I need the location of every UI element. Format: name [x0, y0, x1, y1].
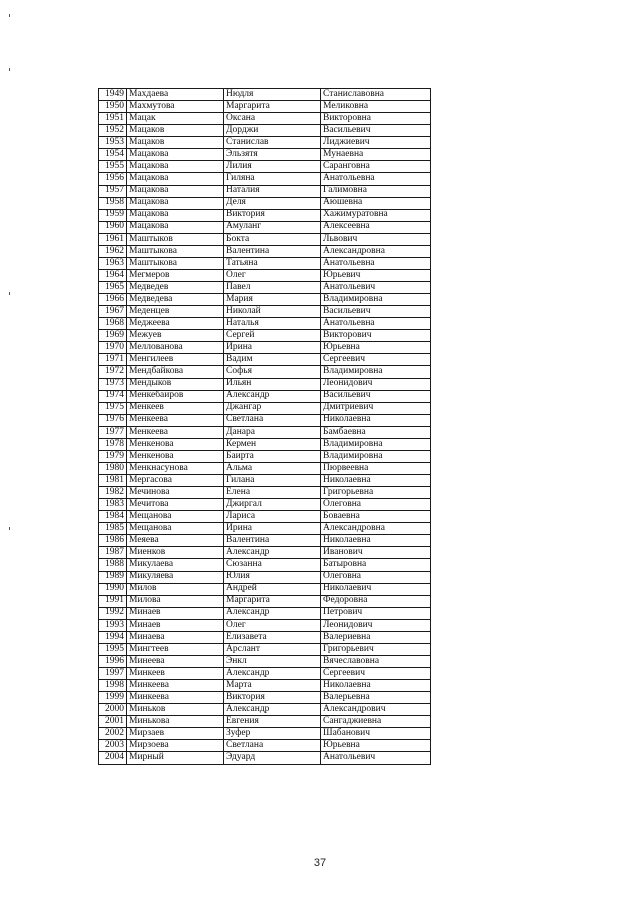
cell-first-name: Эдуард [224, 752, 321, 764]
cell-first-name: Данара [224, 426, 321, 438]
cell-patronymic: Леонидович [321, 619, 431, 631]
cell-patronymic: Львович [321, 233, 431, 245]
cell-first-name: Нюдля [224, 89, 321, 101]
cell-number: 1999 [99, 692, 127, 704]
cell-number: 1994 [99, 631, 127, 643]
table-row [99, 306, 431, 318]
cell-patronymic: Меликовна [321, 101, 431, 113]
cell-first-name: Ильян [224, 378, 321, 390]
table-row [99, 655, 431, 667]
cell-last-name: Минькова [127, 716, 224, 728]
cell-first-name: Дорджи [224, 125, 321, 137]
cell-last-name: Миньков [127, 704, 224, 716]
cell-first-name: Олег [224, 619, 321, 631]
cell-first-name: Гилана [224, 475, 321, 487]
cell-last-name: Меллованова [127, 342, 224, 354]
cell-first-name: Наталия [224, 185, 321, 197]
cell-patronymic: Батыровна [321, 559, 431, 571]
table-row [99, 185, 431, 197]
cell-patronymic: Анатольевна [321, 257, 431, 269]
cell-last-name: Маштыкова [127, 245, 224, 257]
cell-patronymic: Николаевна [321, 680, 431, 692]
cell-first-name: Марта [224, 680, 321, 692]
cell-first-name: Зуфер [224, 728, 321, 740]
cell-patronymic: Петрович [321, 607, 431, 619]
cell-last-name: Мацакова [127, 149, 224, 161]
cell-patronymic: Владимировна [321, 366, 431, 378]
cell-last-name: Мегмеров [127, 269, 224, 281]
cell-last-name: Микуляева [127, 571, 224, 583]
cell-first-name: Ирина [224, 523, 321, 535]
cell-number: 1978 [99, 438, 127, 450]
cell-last-name: Менкебаиров [127, 390, 224, 402]
cell-first-name: Наталья [224, 318, 321, 330]
cell-patronymic: Юрьевна [321, 342, 431, 354]
cell-patronymic: Юрьевич [321, 269, 431, 281]
cell-last-name: Мацакова [127, 185, 224, 197]
cell-first-name: Александр [224, 547, 321, 559]
cell-number: 1985 [99, 523, 127, 535]
table-row [99, 583, 431, 595]
cell-first-name: Эльзятя [224, 149, 321, 161]
cell-patronymic: Мунаевна [321, 149, 431, 161]
cell-last-name: Махмутова [127, 101, 224, 113]
cell-first-name: Павел [224, 282, 321, 294]
cell-first-name: Маргарита [224, 595, 321, 607]
cell-last-name: Мендбайкова [127, 366, 224, 378]
table-row [99, 571, 431, 583]
cell-patronymic: Александровна [321, 523, 431, 535]
cell-last-name: Менкенова [127, 450, 224, 462]
table-row [99, 209, 431, 221]
cell-last-name: Медведева [127, 294, 224, 306]
cell-patronymic: Станиславовна [321, 89, 431, 101]
cell-patronymic: Анатольевна [321, 318, 431, 330]
cell-patronymic: Боваевна [321, 511, 431, 523]
table-row [99, 499, 431, 511]
cell-last-name: Мещанова [127, 523, 224, 535]
cell-patronymic: Аюшевна [321, 197, 431, 209]
cell-first-name: Арслант [224, 643, 321, 655]
cell-number: 1949 [99, 89, 127, 101]
cell-number: 1982 [99, 487, 127, 499]
cell-number: 1987 [99, 547, 127, 559]
cell-last-name: Меяева [127, 535, 224, 547]
cell-number: 1958 [99, 197, 127, 209]
cell-number: 1992 [99, 607, 127, 619]
cell-first-name: Гиляна [224, 173, 321, 185]
cell-last-name: Менгилеев [127, 354, 224, 366]
table-row [99, 680, 431, 692]
cell-number: 1970 [99, 342, 127, 354]
scan-mark [9, 68, 10, 71]
cell-first-name: Валентина [224, 245, 321, 257]
cell-number: 1962 [99, 245, 127, 257]
cell-patronymic: Викторович [321, 330, 431, 342]
cell-patronymic: Владимировна [321, 438, 431, 450]
cell-first-name: Александр [224, 607, 321, 619]
cell-number: 1957 [99, 185, 127, 197]
cell-first-name: Светлана [224, 740, 321, 752]
cell-first-name: Баирта [224, 450, 321, 462]
cell-first-name: Лариса [224, 511, 321, 523]
cell-number: 1951 [99, 113, 127, 125]
cell-number: 1979 [99, 450, 127, 462]
table-row [99, 197, 431, 209]
table-row [99, 426, 431, 438]
cell-last-name: Минаев [127, 607, 224, 619]
table-row [99, 728, 431, 740]
table-row [99, 149, 431, 161]
table-row [99, 559, 431, 571]
cell-last-name: Мирзоева [127, 740, 224, 752]
table-row [99, 282, 431, 294]
table-row [99, 523, 431, 535]
cell-number: 2002 [99, 728, 127, 740]
table-row [99, 390, 431, 402]
cell-last-name: Мирный [127, 752, 224, 764]
cell-last-name: Межуев [127, 330, 224, 342]
cell-number: 1997 [99, 668, 127, 680]
cell-first-name: Евгения [224, 716, 321, 728]
cell-number: 2000 [99, 704, 127, 716]
cell-number: 1998 [99, 680, 127, 692]
cell-first-name: Александр [224, 704, 321, 716]
cell-patronymic: Николаевна [321, 414, 431, 426]
cell-patronymic: Валериевна [321, 631, 431, 643]
cell-number: 1965 [99, 282, 127, 294]
cell-patronymic: Сергеевич [321, 354, 431, 366]
cell-number: 1989 [99, 571, 127, 583]
cell-patronymic: Хажимуратовна [321, 209, 431, 221]
table-row [99, 137, 431, 149]
table-row [99, 607, 431, 619]
cell-first-name: Амуланг [224, 221, 321, 233]
table-row [99, 173, 431, 185]
cell-patronymic: Шабанович [321, 728, 431, 740]
cell-last-name: Мещанова [127, 511, 224, 523]
cell-first-name: Олег [224, 269, 321, 281]
cell-last-name: Мацаков [127, 137, 224, 149]
cell-patronymic: Сергеевич [321, 668, 431, 680]
cell-patronymic: Вячеславовна [321, 655, 431, 667]
cell-last-name: Меджеева [127, 318, 224, 330]
table-row [99, 414, 431, 426]
cell-patronymic: Николаевич [321, 583, 431, 595]
cell-patronymic: Васильевич [321, 306, 431, 318]
cell-last-name: Менкенова [127, 438, 224, 450]
table-row [99, 619, 431, 631]
cell-number: 1993 [99, 619, 127, 631]
table-row [99, 342, 431, 354]
cell-patronymic: Николаевна [321, 535, 431, 547]
cell-patronymic: Анатольевна [321, 173, 431, 185]
cell-patronymic: Олеговна [321, 571, 431, 583]
table-row [99, 740, 431, 752]
table-row [99, 113, 431, 125]
cell-last-name: Менкеева [127, 414, 224, 426]
table-row [99, 269, 431, 281]
cell-number: 1988 [99, 559, 127, 571]
cell-patronymic: Анатольевич [321, 752, 431, 764]
cell-number: 1966 [99, 294, 127, 306]
cell-patronymic: Юрьевна [321, 740, 431, 752]
cell-first-name: Татьяна [224, 257, 321, 269]
cell-number: 1996 [99, 655, 127, 667]
cell-last-name: Мергасова [127, 475, 224, 487]
cell-first-name: Елизавета [224, 631, 321, 643]
cell-patronymic: Дмитриевич [321, 402, 431, 414]
cell-number: 1991 [99, 595, 127, 607]
cell-last-name: Мирзаев [127, 728, 224, 740]
cell-first-name: Вадим [224, 354, 321, 366]
cell-last-name: Мацаков [127, 125, 224, 137]
cell-first-name: Джиргал [224, 499, 321, 511]
cell-last-name: Минаева [127, 631, 224, 643]
cell-number: 1969 [99, 330, 127, 342]
cell-last-name: Махдаева [127, 89, 224, 101]
cell-first-name: Виктория [224, 209, 321, 221]
cell-patronymic: Леонидович [321, 378, 431, 390]
cell-last-name: Маштыкова [127, 257, 224, 269]
cell-last-name: Мацакова [127, 209, 224, 221]
table-row [99, 511, 431, 523]
cell-number: 1953 [99, 137, 127, 149]
table-row [99, 89, 431, 101]
cell-last-name: Микулаева [127, 559, 224, 571]
cell-last-name: Мацакова [127, 221, 224, 233]
table-row [99, 692, 431, 704]
table-row [99, 402, 431, 414]
table-row [99, 535, 431, 547]
cell-number: 1956 [99, 173, 127, 185]
cell-patronymic: Алексеевна [321, 221, 431, 233]
cell-first-name: Виктория [224, 692, 321, 704]
table-row [99, 643, 431, 655]
cell-patronymic: Викторовна [321, 113, 431, 125]
table-row [99, 450, 431, 462]
cell-patronymic: Владимировна [321, 450, 431, 462]
cell-patronymic: Александровна [321, 245, 431, 257]
cell-number: 1976 [99, 414, 127, 426]
cell-last-name: Милова [127, 595, 224, 607]
cell-patronymic: Валерьевна [321, 692, 431, 704]
cell-patronymic: Лиджиевич [321, 137, 431, 149]
table-row [99, 125, 431, 137]
cell-patronymic: Васильевич [321, 390, 431, 402]
cell-first-name: Оксана [224, 113, 321, 125]
cell-patronymic: Григорьевич [321, 643, 431, 655]
table-row [99, 354, 431, 366]
cell-patronymic: Григорьевна [321, 487, 431, 499]
cell-first-name: Кермен [224, 438, 321, 450]
table-row [99, 704, 431, 716]
cell-number: 1973 [99, 378, 127, 390]
cell-first-name: Светлана [224, 414, 321, 426]
cell-number: 1959 [99, 209, 127, 221]
cell-patronymic: Пюрвеевна [321, 462, 431, 474]
cell-first-name: Сергей [224, 330, 321, 342]
table-row [99, 668, 431, 680]
cell-first-name: Лилия [224, 161, 321, 173]
table-row [99, 245, 431, 257]
cell-last-name: Медведев [127, 282, 224, 294]
cell-last-name: Менкеев [127, 402, 224, 414]
cell-number: 1967 [99, 306, 127, 318]
cell-number: 1960 [99, 221, 127, 233]
cell-first-name: Елена [224, 487, 321, 499]
cell-patronymic: Галимовна [321, 185, 431, 197]
cell-first-name: Бокта [224, 233, 321, 245]
cell-patronymic: Анатольевич [321, 282, 431, 294]
table-row [99, 330, 431, 342]
cell-last-name: Меденцев [127, 306, 224, 318]
cell-last-name: Минеева [127, 655, 224, 667]
cell-number: 1984 [99, 511, 127, 523]
cell-first-name: Альма [224, 462, 321, 474]
table-row [99, 378, 431, 390]
table-row [99, 318, 431, 330]
cell-last-name: Миенков [127, 547, 224, 559]
table-row [99, 595, 431, 607]
cell-number: 1983 [99, 499, 127, 511]
cell-number: 1952 [99, 125, 127, 137]
cell-first-name: Ирина [224, 342, 321, 354]
table-row [99, 101, 431, 113]
roster-table [98, 88, 431, 765]
table-row [99, 752, 431, 764]
cell-last-name: Мацакова [127, 161, 224, 173]
cell-last-name: Менкнасунова [127, 462, 224, 474]
cell-number: 2001 [99, 716, 127, 728]
cell-last-name: Мацак [127, 113, 224, 125]
cell-patronymic: Сангаджиевна [321, 716, 431, 728]
cell-last-name: Мендыков [127, 378, 224, 390]
table-row [99, 462, 431, 474]
table-row [99, 547, 431, 559]
cell-number: 1964 [99, 269, 127, 281]
cell-last-name: Минкеева [127, 692, 224, 704]
cell-number: 1986 [99, 535, 127, 547]
table-row [99, 475, 431, 487]
cell-number: 1995 [99, 643, 127, 655]
cell-number: 1971 [99, 354, 127, 366]
cell-patronymic: Николаевна [321, 475, 431, 487]
cell-first-name: Николай [224, 306, 321, 318]
cell-first-name: Энкл [224, 655, 321, 667]
cell-number: 2003 [99, 740, 127, 752]
cell-first-name: Юлия [224, 571, 321, 583]
table-row [99, 257, 431, 269]
table-row [99, 631, 431, 643]
cell-patronymic: Олеговна [321, 499, 431, 511]
cell-first-name: Деля [224, 197, 321, 209]
table-row [99, 161, 431, 173]
scan-mark [9, 292, 10, 295]
cell-patronymic: Александрович [321, 704, 431, 716]
cell-first-name: Софья [224, 366, 321, 378]
cell-patronymic: Васильевич [321, 125, 431, 137]
cell-first-name: Сюзанна [224, 559, 321, 571]
cell-last-name: Мечинова [127, 487, 224, 499]
table-row [99, 438, 431, 450]
cell-number: 1977 [99, 426, 127, 438]
cell-patronymic: Саранговна [321, 161, 431, 173]
cell-first-name: Андрей [224, 583, 321, 595]
cell-first-name: Маргарита [224, 101, 321, 113]
cell-last-name: Маштыков [127, 233, 224, 245]
cell-number: 1981 [99, 475, 127, 487]
table-row [99, 221, 431, 233]
cell-last-name: Минкеева [127, 680, 224, 692]
page-number: 37 [313, 857, 327, 869]
cell-number: 1954 [99, 149, 127, 161]
cell-last-name: Мингтеев [127, 643, 224, 655]
cell-number: 1975 [99, 402, 127, 414]
table-row [99, 366, 431, 378]
cell-last-name: Мацакова [127, 197, 224, 209]
cell-last-name: Менкеева [127, 426, 224, 438]
cell-patronymic: Владимировна [321, 294, 431, 306]
cell-number: 1972 [99, 366, 127, 378]
cell-number: 1974 [99, 390, 127, 402]
table-row [99, 716, 431, 728]
cell-patronymic: Федоровна [321, 595, 431, 607]
cell-patronymic: Бамбаевна [321, 426, 431, 438]
cell-number: 2004 [99, 752, 127, 764]
cell-first-name: Джангар [224, 402, 321, 414]
cell-first-name: Александр [224, 668, 321, 680]
cell-number: 1968 [99, 318, 127, 330]
cell-first-name: Александр [224, 390, 321, 402]
scan-mark [9, 14, 10, 17]
scan-mark [9, 527, 10, 530]
table-row [99, 487, 431, 499]
cell-number: 1990 [99, 583, 127, 595]
cell-last-name: Минкеев [127, 668, 224, 680]
cell-patronymic: Иванович [321, 547, 431, 559]
cell-number: 1950 [99, 101, 127, 113]
cell-first-name: Мария [224, 294, 321, 306]
cell-last-name: Милов [127, 583, 224, 595]
table-row [99, 294, 431, 306]
cell-first-name: Валентина [224, 535, 321, 547]
cell-last-name: Мацакова [127, 173, 224, 185]
cell-number: 1961 [99, 233, 127, 245]
cell-number: 1963 [99, 257, 127, 269]
cell-last-name: Мечитова [127, 499, 224, 511]
table-row [99, 233, 431, 245]
roster-table-body [99, 89, 431, 765]
cell-last-name: Минаев [127, 619, 224, 631]
cell-number: 1980 [99, 462, 127, 474]
cell-number: 1955 [99, 161, 127, 173]
cell-first-name: Станислав [224, 137, 321, 149]
